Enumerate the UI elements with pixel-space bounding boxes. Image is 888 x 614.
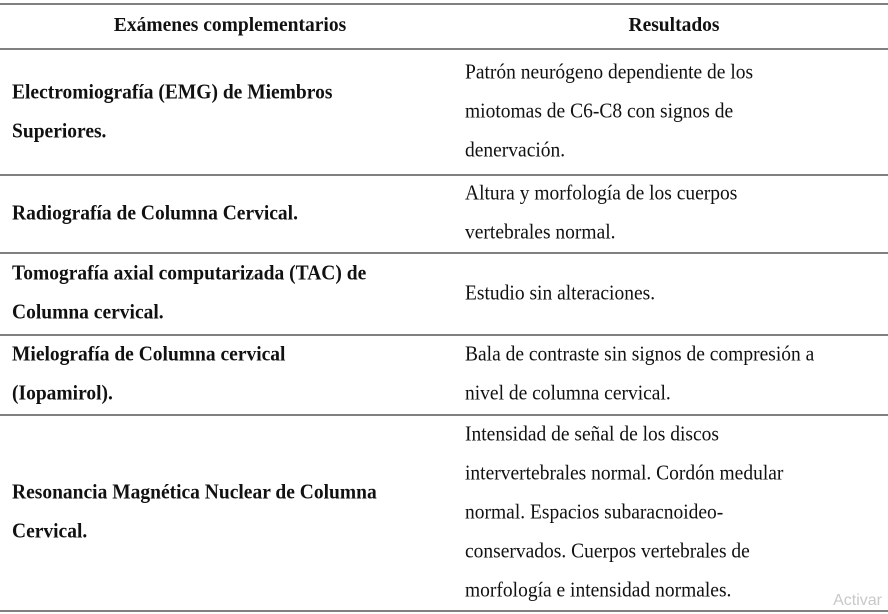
exam-line: Mielografía de Columna cervical <box>12 343 286 366</box>
row-rule <box>0 610 888 612</box>
exam-cell <box>12 175 457 251</box>
exam-line: Superiores. <box>12 119 107 143</box>
result-line: Bala de contraste sin signos de compresión a <box>465 343 815 366</box>
exam-line: Resonancia Magnética Nuclear de Columna <box>12 481 377 504</box>
result-line: vertebrales normal. <box>465 221 616 244</box>
activation-watermark: Activar <box>833 592 882 609</box>
result-line: conservados. Cuerpos vertebrales de <box>465 539 750 563</box>
result-line: Patrón neurógeno dependiente de los <box>465 61 754 84</box>
result-line: denervación. <box>465 139 566 162</box>
result-cell <box>465 175 885 251</box>
exam-cell <box>12 50 457 173</box>
exam-line: Electromiografía (EMG) de Miembros <box>12 80 333 104</box>
result-cell <box>465 253 885 333</box>
exam-line: Radiografía de Columna Cervical. <box>12 201 298 225</box>
result-line: miotomas de C6-C8 con signos de <box>465 100 734 123</box>
exam-cell <box>12 415 457 609</box>
exam-line: (Iopamirol). <box>12 382 113 405</box>
result-cell <box>465 415 885 609</box>
result-line: Estudio sin alteraciones. <box>465 281 656 305</box>
result-line: Intensidad de señal de los discos <box>465 422 719 446</box>
result-line: normal. Espacios subaracnoideo- <box>465 500 724 524</box>
header-results: Resultados <box>628 15 720 36</box>
result-line: morfología e intensidad normales. <box>465 578 732 602</box>
exam-cell <box>12 335 457 413</box>
result-cell <box>465 50 885 173</box>
result-cell <box>465 335 885 413</box>
exam-line: Tomografía axial computarizada (TAC) de <box>12 262 367 285</box>
result-line: intervertebrales normal. Cordón medular <box>465 461 784 485</box>
exam-line: Cervical. <box>12 520 88 543</box>
exam-line: Columna cervical. <box>12 301 164 324</box>
result-line: Altura y morfología de los cuerpos <box>465 182 738 205</box>
result-line: nivel de columna cervical. <box>465 382 671 405</box>
exam-cell <box>12 253 457 333</box>
header-exams: Exámenes complementarios <box>113 15 347 36</box>
